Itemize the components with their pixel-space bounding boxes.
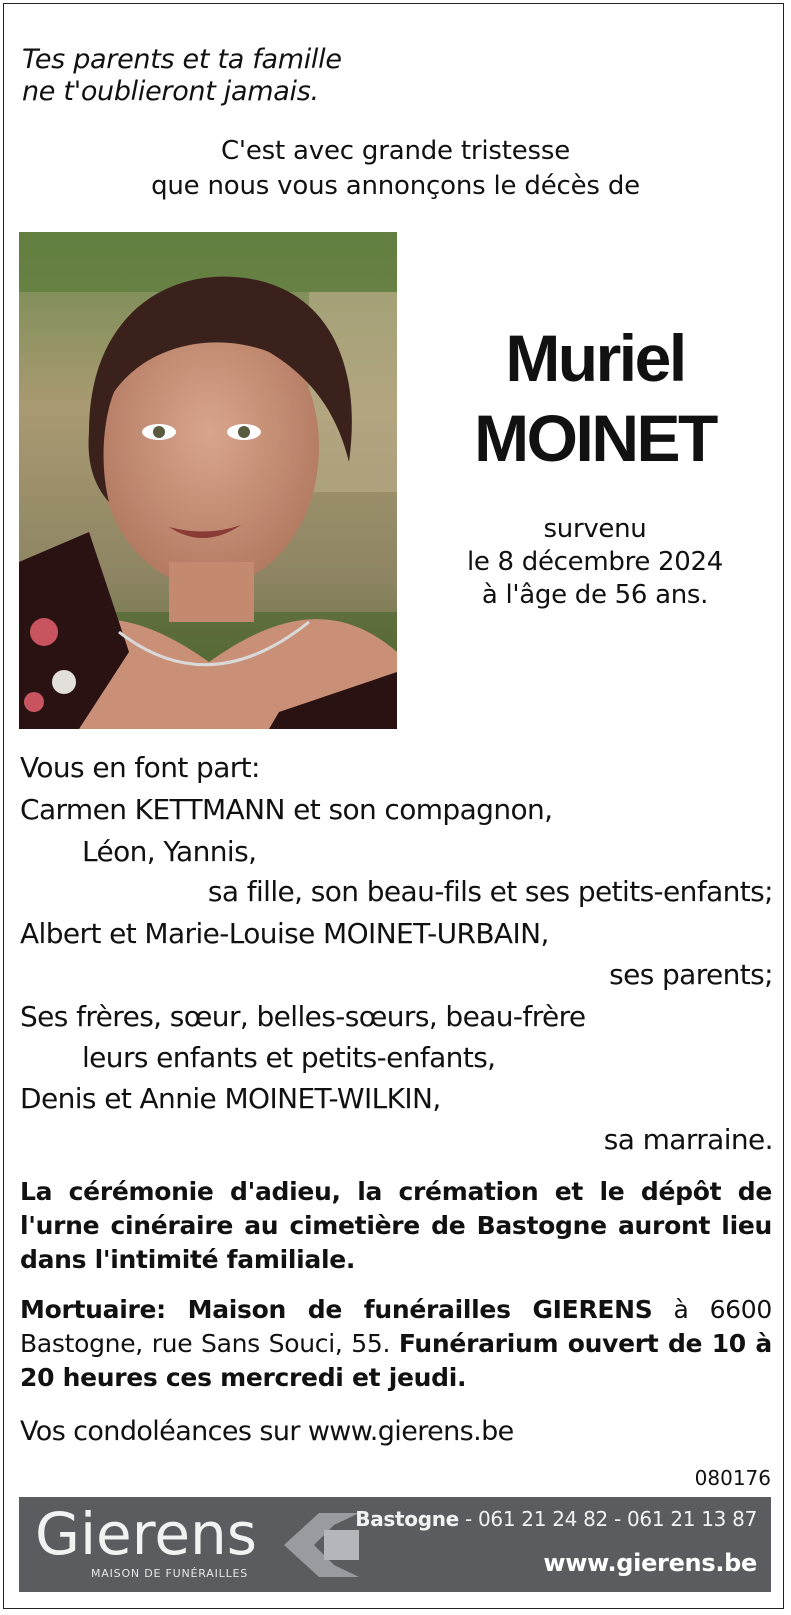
intro-line-2: ne t'oublieront jamais. xyxy=(22,76,319,107)
death-date: le 8 décembre 2024 xyxy=(466,547,724,577)
family-line-3: sa fille, son beau-fils et ses petits-enfants; xyxy=(207,875,773,908)
family-line-7: leurs enfants et petits-enfants, xyxy=(82,1041,496,1074)
deceased-last-name: MOINET xyxy=(474,401,716,475)
death-age: à l'âge de 56 ans. xyxy=(481,580,709,610)
intro-line-1: Tes parents et ta famille xyxy=(22,44,342,75)
portrait-photo xyxy=(19,232,397,729)
family-line-4: Albert et Marie-Louise MOINET-URBAIN, xyxy=(20,917,549,950)
logo-tagline: MAISON DE FUNÉRAILLES xyxy=(91,1567,249,1580)
mortuary-bold-2: Funérarium ouvert de 10 à 20 heures ces mercredi et jeudi. xyxy=(20,1329,772,1392)
announce-line-1: C'est avec grande tristesse xyxy=(220,136,571,166)
family-line-6: Ses frères, sœur, belles-sœurs, beau-frère xyxy=(20,1000,586,1033)
reference-number: 080176 xyxy=(694,1466,771,1490)
phone-numbers: - 061 21 24 82 - 061 21 13 87 xyxy=(465,1507,757,1531)
family-line-5: ses parents; xyxy=(609,958,773,991)
death-details xyxy=(410,513,780,612)
contact-phones xyxy=(355,1507,757,1531)
family-line-8: Denis et Annie MOINET-WILKIN, xyxy=(20,1082,441,1115)
announcement xyxy=(0,134,791,204)
mortuary-bold-1: Mortuaire: Maison de funérailles GIERENS xyxy=(20,1295,653,1324)
survenu-text: survenu xyxy=(543,514,647,544)
ceremony-text: La cérémonie d'adieu, la crémation et le dépôt de l'urne cinéraire au cimetière de Bastogne auront lieu dans l'intimité familiale. xyxy=(20,1177,772,1274)
condolences-line: Vos condoléances sur www.gierens.be xyxy=(20,1416,514,1447)
mortuary-paragraph xyxy=(20,1293,772,1395)
family-line-2: Léon, Yannis, xyxy=(82,835,257,868)
announce-line-2: que nous vous annonçons le décès de xyxy=(151,171,640,201)
family-line-1: Carmen KETTMANN et son compagnon, xyxy=(20,793,553,826)
website-link[interactable]: www.gierens.be xyxy=(543,1549,757,1577)
funeral-home-banner xyxy=(19,1497,771,1592)
mortuary-address: à 6600 Bastogne, rue Sans Souci, 55. xyxy=(20,1295,772,1358)
contact-city: Bastogne xyxy=(355,1507,459,1531)
deceased-first-name: Muriel xyxy=(505,321,685,395)
gierens-logo: Gierens xyxy=(35,1500,257,1568)
family-line-9: sa marraine. xyxy=(603,1123,773,1156)
family-intro: Vous en font part: xyxy=(20,751,260,784)
intro-verse xyxy=(22,44,342,108)
ceremony-paragraph xyxy=(20,1175,772,1277)
